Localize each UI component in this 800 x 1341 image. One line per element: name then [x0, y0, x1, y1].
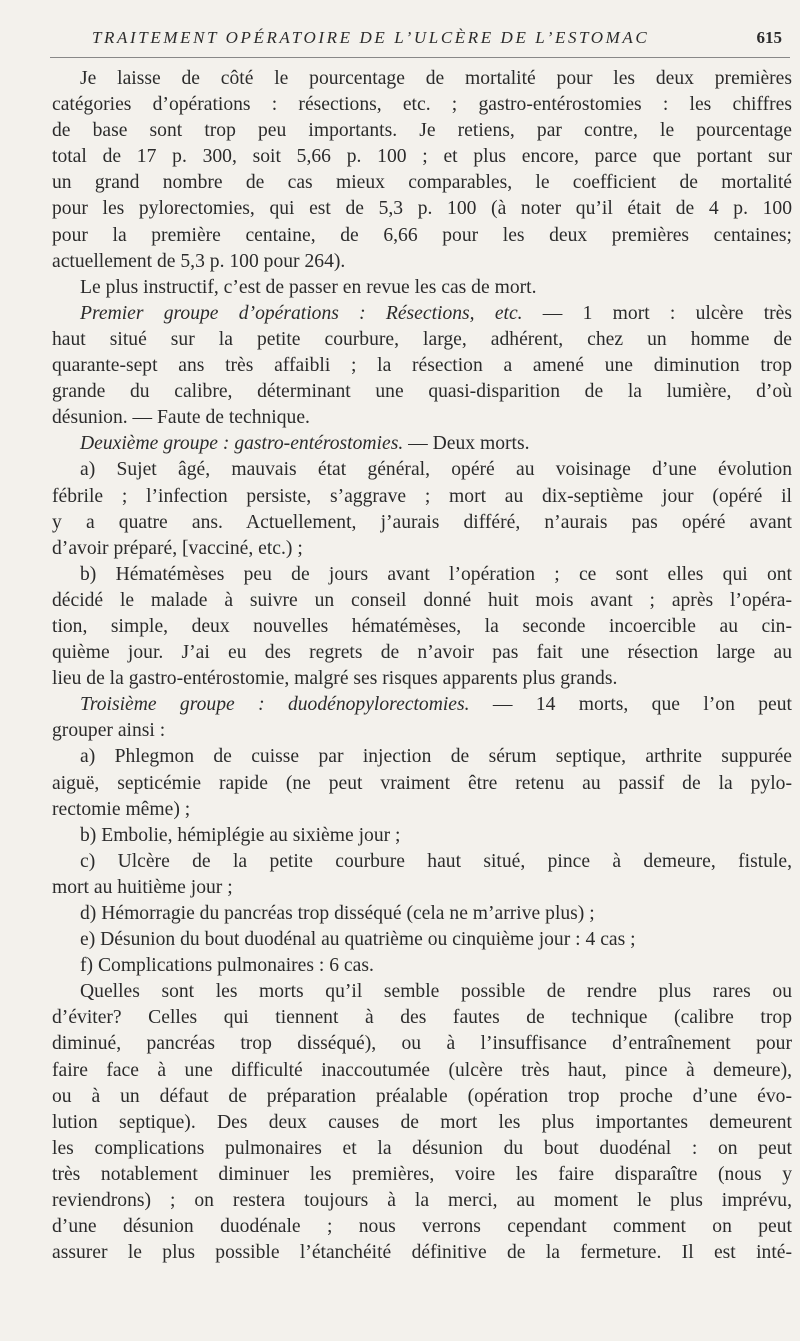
text-line: lution septique). Des deux causes de mort les plus importantes demeurent [52, 1111, 792, 1133]
text-line: quarante-sept ans très affaibli ; la résection a amené une diminution trop [52, 355, 792, 377]
text-line: diminué, pancréas trop disséqué), ou à l’insuffisance d’entraînement pour [52, 1033, 792, 1055]
text-line: Je laisse de côté le pourcentage de mortalité pour les deux premières [80, 68, 792, 89]
text-line: quième jour. J’ai eu des regrets de n’avoir pas fait une résection large au [52, 642, 792, 664]
text-line: tion, simple, deux nouvelles hématémèses, la seconde incoercible au cin- [52, 615, 792, 637]
italic-heading: Premier groupe d’opérations : Résections, etc. [80, 302, 523, 324]
text-line: lieu de la gastro-entérostomie, malgré ses risques apparents plus grands. [52, 668, 618, 690]
text-line: reviendrons) ; on restera toujours à la merci, au moment le plus imprévu, [52, 1190, 792, 1212]
page-number: 615 [756, 28, 782, 47]
text-line: a) Phlegmon de cuisse par injection de sérum septique, arthrite suppurée [80, 746, 792, 768]
text-line: total de 17 p. 300, soit 5,66 p. 100 ; et plus encore, parce que portant sur [52, 146, 792, 168]
text-line: Le plus instructif, c’est de passer en revue les cas de mort. [80, 276, 537, 298]
text-line: aiguë, septicémie rapide (ne peut vraiment être retenu au passif de la pylo- [52, 772, 792, 794]
text-line: désunion. — Faute de technique. [52, 407, 310, 429]
page-body [52, 66, 792, 1266]
text-line: ou à un défaut de préparation préalable (opération trop proche d’une évo- [52, 1085, 792, 1107]
header-rule [50, 57, 790, 58]
running-title: TRAITEMENT OPÉRATOIRE DE L’ULCÈRE DE L’ESTOMAC [92, 28, 650, 47]
text-line: b) Hématémèses peu de jours avant l’opération ; ce sont elles qui ont [80, 563, 792, 585]
text-line: Deuxième groupe : gastro-entérostomies. — Deux morts. [80, 433, 530, 455]
text-line: un grand nombre de cas mieux comparables, le coefficient de mortalité [52, 172, 792, 194]
text-line: rectomie même) ; [52, 798, 191, 820]
text-line: d’avoir préparé, [vacciné, etc.) ; [52, 537, 303, 559]
text-line: fébrile ; l’infection persiste, s’aggrave ; mort au dix-septième jour (opéré il [52, 485, 792, 507]
italic-heading: Deuxième groupe : gastro-entérostomies. [80, 433, 404, 455]
text-line: grouper ainsi : [52, 720, 166, 742]
text-line: e) Désunion du bout duodénal au quatrième ou cinquième jour : 4 cas ; [80, 929, 636, 951]
text-line: actuellement de 5,3 p. 100 pour 264). [52, 250, 346, 272]
text-line: très notablement diminuer les premières, voire les faire disparaître (nous y [52, 1163, 792, 1185]
text-line: Quelles sont les morts qu’il semble possible de rendre plus rares ou [80, 981, 792, 1003]
text-line: d’une désunion duodénale ; nous verrons cependant comment on peut [52, 1216, 792, 1238]
text-line: assurer le plus possible l’étanchéité définitive de la fermeture. Il est inté- [52, 1242, 792, 1264]
text-line: de base sont trop peu importants. Je retiens, par contre, le pourcentage [52, 120, 792, 142]
text-line: c) Ulcère de la petite courbure haut situé, pince à demeure, fistule, [80, 850, 792, 872]
italic-heading: Troisième groupe : duodénopylorectomies. [80, 694, 470, 716]
text-line: pour la première centaine, de 6,66 pour les deux premières centaines; [52, 224, 792, 246]
running-header [92, 28, 782, 54]
text-line: Premier groupe d’opérations : Résections, etc. — 1 mort : ulcère très [80, 302, 792, 324]
text-line: f) Complications pulmonaires : 6 cas. [80, 955, 374, 977]
text-line: haut situé sur la petite courbure, large, adhérent, chez un homme de [52, 328, 792, 350]
text-line: d’éviter? Celles qui tiennent à des fautes de technique (calibre trop [52, 1007, 792, 1029]
text-line: a) Sujet âgé, mauvais état général, opéré au voisinage d’une évolution [80, 459, 792, 481]
text-line: b) Embolie, hémiplégie au sixième jour ; [80, 824, 401, 846]
text-line: les complications pulmonaires et la désunion du bout duodénal : on peut [52, 1137, 792, 1159]
text-line: faire face à une difficulté inaccoutumée (ulcère très haut, pince à demeure), [52, 1059, 792, 1081]
text-line: d) Hémorragie du pancréas trop disséqué (cela ne m’arrive plus) ; [80, 903, 595, 924]
text-line: catégories d’opérations : résections, etc. ; gastro-entérostomies : les chiffres [52, 94, 792, 116]
text-line: mort au huitième jour ; [52, 876, 233, 898]
text-line: y a quatre ans. Actuellement, j’aurais différé, n’aurais pas opéré avant [52, 511, 792, 533]
text-line: pour les pylorectomies, qui est de 5,3 p. 100 (à noter qu’il était de 4 p. 100 [52, 198, 792, 220]
text-line: décidé le malade à suivre un conseil donné huit mois avant ; après l’opéra- [52, 589, 792, 611]
text-line: Troisième groupe : duodénopylorectomies. — 14 morts, que l’on peut [80, 694, 792, 716]
text-line: grande du calibre, déterminant une quasi-disparition de la lumière, d’où [52, 381, 792, 403]
